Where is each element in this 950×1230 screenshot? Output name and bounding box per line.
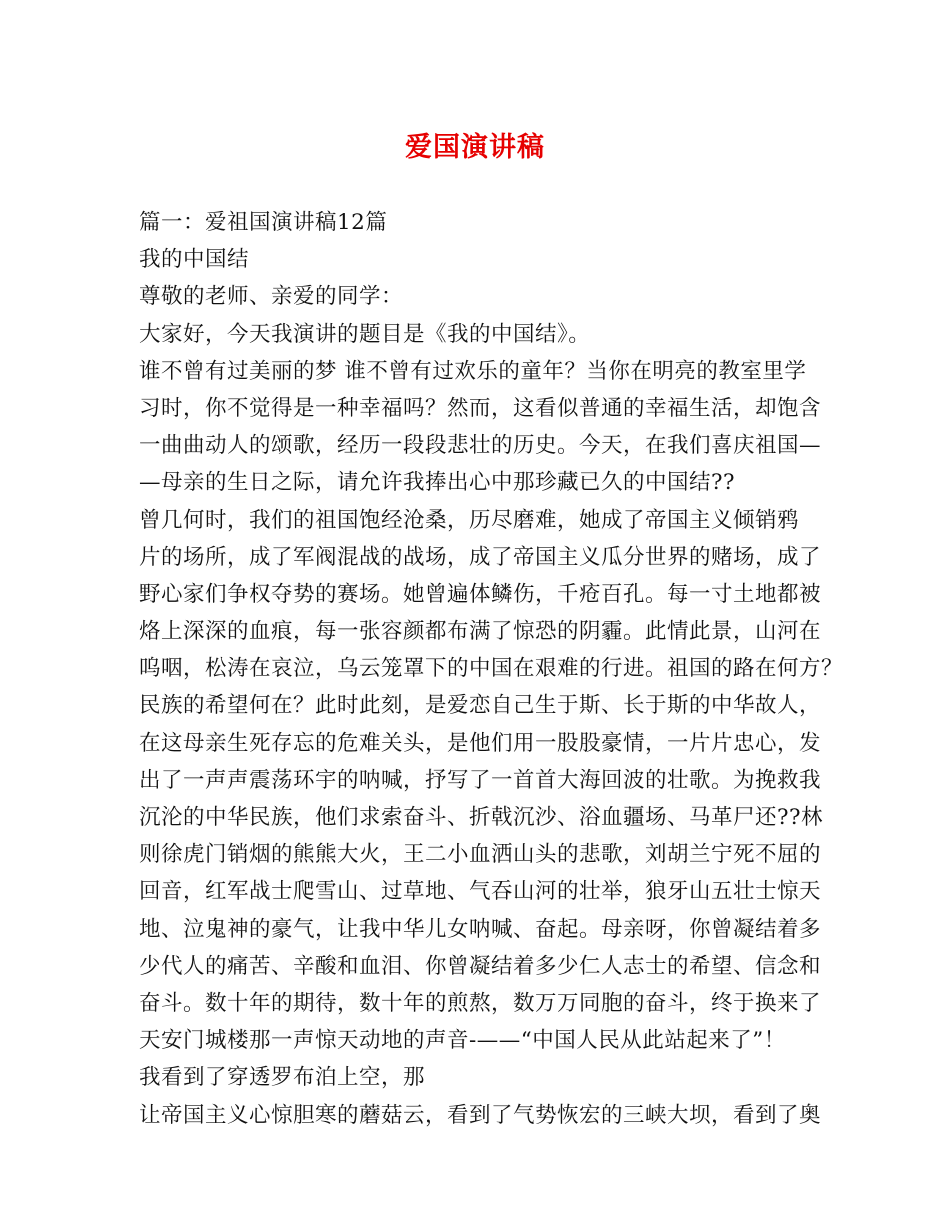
document-body bbox=[139, 204, 844, 1134]
text-line: 烙上深深的血痕，每一张容颜都布满了惊恐的阴霾。此情此景，山河在 bbox=[139, 619, 822, 645]
text-line: 则徐虎门销烟的熊熊大火，王二小血洒山头的悲歌，刘胡兰宁死不屈的 bbox=[139, 842, 822, 868]
text-line: 沉沦的中华民族，他们求索奋斗、折戟沉沙、浴血疆场、马革尸还??林 bbox=[139, 805, 824, 830]
text-line: 呜咽，松涛在哀泣，乌云笼罩下的中国在艰难的行进。祖国的路在何方？ bbox=[139, 656, 844, 682]
text-line: 让帝国主义心惊胆寒的蘑菇云，看到了气势恢宏的三峡大坝，看到了奥 bbox=[139, 1102, 822, 1128]
text-line: —母亲的生日之际，请允许我捧出心中那珍藏已久的中国结?? bbox=[139, 470, 736, 496]
text-line: 片的场所，成了军阀混战的战场，成了帝国主义瓜分世界的赌场，成了 bbox=[139, 544, 822, 570]
text-line: 地、泣鬼神的豪气，让我中华儿女呐喊、奋起。母亲呀，你曾凝结着多 bbox=[139, 916, 822, 942]
text-line: 谁不曾有过美丽的梦 谁不曾有过欢乐的童年？当你在明亮的教室里学 bbox=[139, 358, 807, 384]
text-line: 大家好，今天我演讲的题目是《我的中国结》。 bbox=[139, 321, 591, 347]
text-line: 一曲曲动人的颂歌，经历一段段悲壮的历史。今天，在我们喜庆祖国— bbox=[139, 433, 822, 459]
text-line: 篇一：爱祖国演讲稿12篇 bbox=[139, 210, 388, 235]
text-line: 天安门城楼那一声惊天动地的声音-——“中国人民从此站起来了”！ bbox=[139, 1028, 786, 1054]
text-line: 尊敬的老师、亲爱的同学： bbox=[139, 284, 404, 310]
text-line: 我看到了穿透罗布泊上空，那 bbox=[139, 1065, 426, 1091]
text-line: 民族的希望何在？此时此刻，是爱恋自己生于斯、长于斯的中华故人， bbox=[139, 693, 822, 719]
document-title: 爱国演讲稿 bbox=[405, 132, 545, 163]
text-line: 少代人的痛苦、辛酸和血泪、你曾凝结着多少仁人志士的希望、信念和 bbox=[139, 953, 822, 979]
text-line: 在这母亲生死存忘的危难关头，是他们用一股股豪情，一片片忠心，发 bbox=[139, 730, 822, 756]
text-line: 曾几何时，我们的祖国饱经沧桑，历尽磨难，她成了帝国主义倾销鸦 bbox=[139, 507, 800, 533]
text-line: 野心家们争权夺势的赛场。她曾遍体鳞伤，千疮百孔。每一寸土地都被 bbox=[139, 581, 822, 607]
text-line: 回音，红军战士爬雪山、过草地、气吞山河的壮举，狼牙山五壮士惊天 bbox=[139, 879, 822, 905]
text-line: 习时，你不觉得是一种幸福吗？然而，这看似普通的幸福生活，却饱含 bbox=[139, 395, 822, 421]
text-line: 奋斗。数十年的期待，数十年的煎熬，数万万同胞的奋斗，终于换来了 bbox=[139, 990, 822, 1016]
text-line: 出了一声声震荡环宇的呐喊，抒写了一首首大海回波的壮歌。为挽救我 bbox=[139, 767, 822, 793]
text-line: 我的中国结 bbox=[139, 247, 250, 273]
